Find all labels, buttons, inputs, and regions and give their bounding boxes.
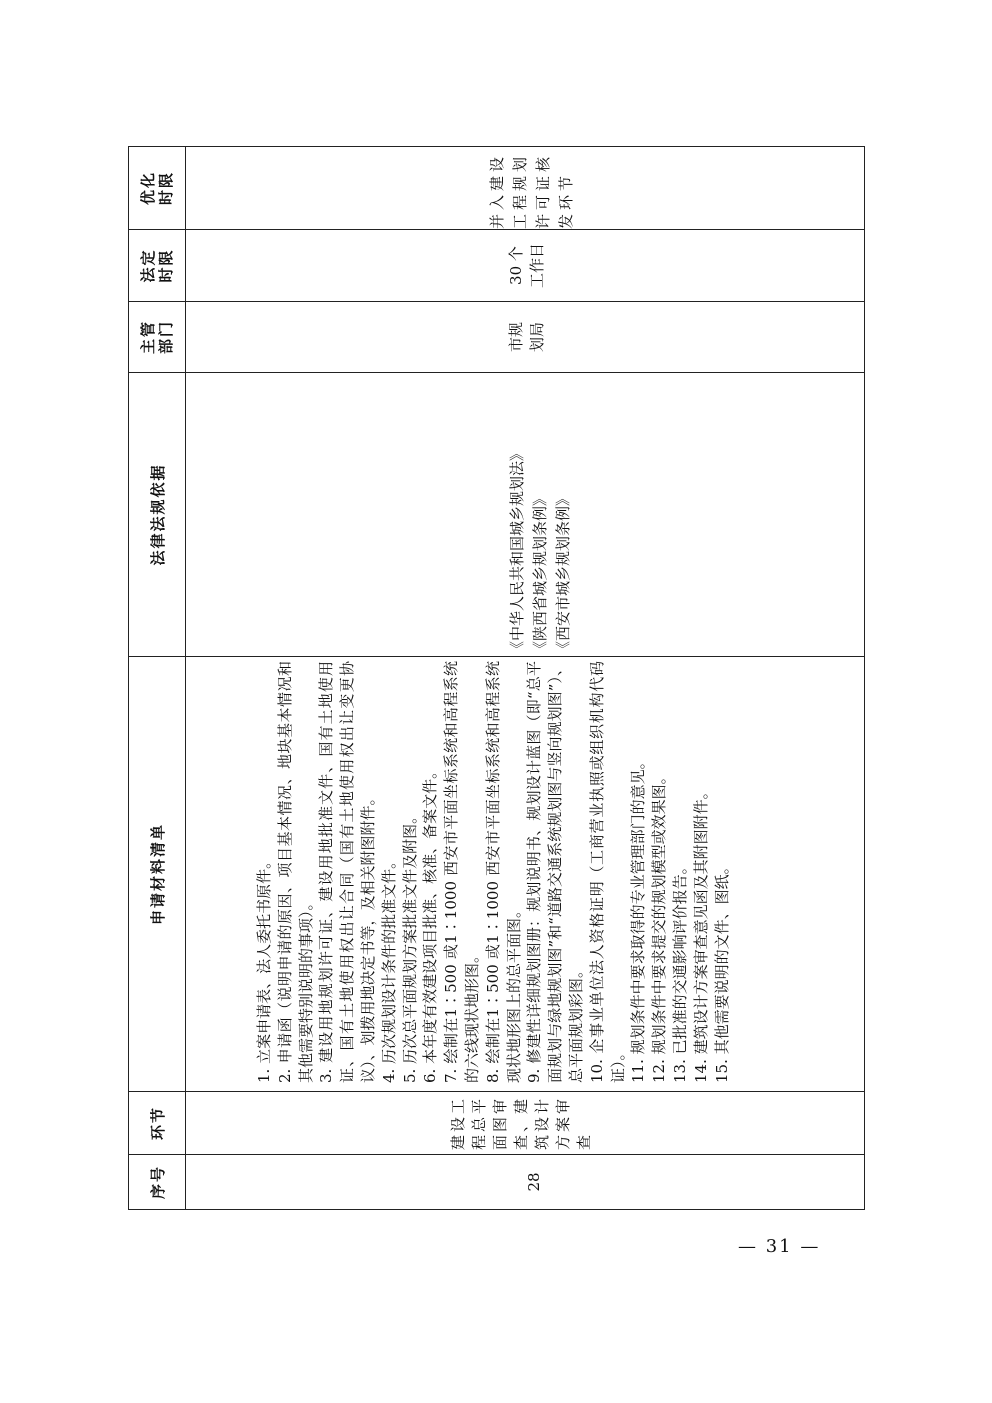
row-optimized-time: [186, 147, 865, 230]
page-number: — 31 —: [738, 1236, 821, 1257]
law-item: 《中华人民共和国城乡规划法》: [508, 445, 526, 656]
material-item: 14. 建筑设计方案审查意见函及其附图附件。: [691, 784, 710, 1083]
table-row: [186, 147, 865, 1210]
dept-line: 划局: [528, 322, 546, 353]
step-line: 方案审: [554, 1095, 572, 1150]
step-line: 程总平: [470, 1095, 488, 1150]
row-materials: [186, 657, 865, 1092]
row-legal-time: [186, 230, 865, 302]
header-law: 法律法规依据: [129, 373, 186, 657]
header-dept: [129, 302, 186, 373]
approval-materials-table: [128, 146, 865, 1210]
optimized-time-line: 许可证核: [534, 152, 552, 229]
material-item: 15. 其他需要说明的文件、图纸。: [712, 859, 731, 1083]
step-line: 面图审: [491, 1095, 509, 1150]
step-line: 查: [575, 1131, 593, 1150]
material-item: 8. 绘制在1∶500 或1∶1000 西安市平面坐标系统和高程系统现状地形图上的总平面图。: [483, 661, 523, 1083]
optimized-time-line: 并入建设: [488, 152, 506, 229]
header-no: 序号: [129, 1155, 186, 1210]
material-item: 3. 建设用地规划许可证、建设用地批准文件、国有土地使用证、国有土地使用权出让合同（国有土地使用权出让变更协议）、划拨用地决定书等，及相关附图附件。: [317, 661, 377, 1083]
material-item: 1. 立案申请表、法人委托书原件。: [255, 853, 273, 1083]
material-item: 12. 规划条件中要求提交的规划模型或效果图。: [650, 769, 669, 1083]
header-legal-time-text: 法定 时限: [139, 248, 175, 283]
header-legal-time: [129, 230, 186, 302]
material-item: 6. 本年度有效建设项目批准、核准、备案文件。: [421, 763, 440, 1083]
material-item: 9. 修建性详细规划图册：规划说明书、规划设计蓝图（即“总平面规划与绿地规划图”和“道路交通系统规划图与竖向规划图”）、总平面规划彩图。: [525, 661, 585, 1083]
header-step: 环节: [129, 1092, 186, 1155]
material-item: 7. 绘制在1∶500 或1∶1000 西安市平面坐标系统和高程系统的六线现状地形图。: [442, 661, 481, 1083]
header-dept-text: 主管 部门: [139, 320, 175, 355]
step-line: 筑设计: [533, 1095, 551, 1150]
table-header-row: [129, 147, 186, 1210]
law-item: 《陕西省城乡规划条例》: [531, 490, 549, 656]
law-item: 《西安市城乡规划条例》: [554, 490, 572, 656]
material-item: 10. 企事业单位法人资格证明（工商营业执照或组织机构代码证）。: [587, 661, 627, 1083]
material-item: 2. 申请函（说明申请的原因、项目基本情况、地块基本情况和其他需要特别说明的事项）。: [275, 661, 315, 1083]
header-optimized-time: [129, 147, 186, 230]
legal-time-line: 工作日: [528, 243, 546, 289]
step-line: 建设工: [449, 1095, 467, 1150]
material-item: 4. 历次规划设计条件的批准文件。: [379, 853, 398, 1083]
header-materials: 申请材料清单: [129, 657, 186, 1092]
step-line: 查、建: [512, 1095, 530, 1150]
material-item: 11. 规划条件中要求取得的专业管理部门的意见。: [629, 754, 648, 1083]
row-step: [186, 1092, 865, 1155]
header-optimized-time-text: 优化 时限: [139, 171, 175, 206]
material-item: 13. 已批准的交通影响评价报告。: [670, 859, 689, 1083]
material-item: 5. 历次总平面规划方案批准文件及附图。: [400, 808, 419, 1083]
legal-time-line: 30 个: [507, 246, 525, 285]
row-dept: [186, 302, 865, 373]
row-law: [186, 373, 865, 657]
row-number: 28: [186, 1155, 865, 1210]
rotated-table-page: [128, 147, 865, 1210]
dept-line: 市规: [507, 322, 525, 353]
optimized-time-line: 工程规划: [511, 152, 529, 229]
optimized-time-line: 发环节: [557, 171, 575, 229]
